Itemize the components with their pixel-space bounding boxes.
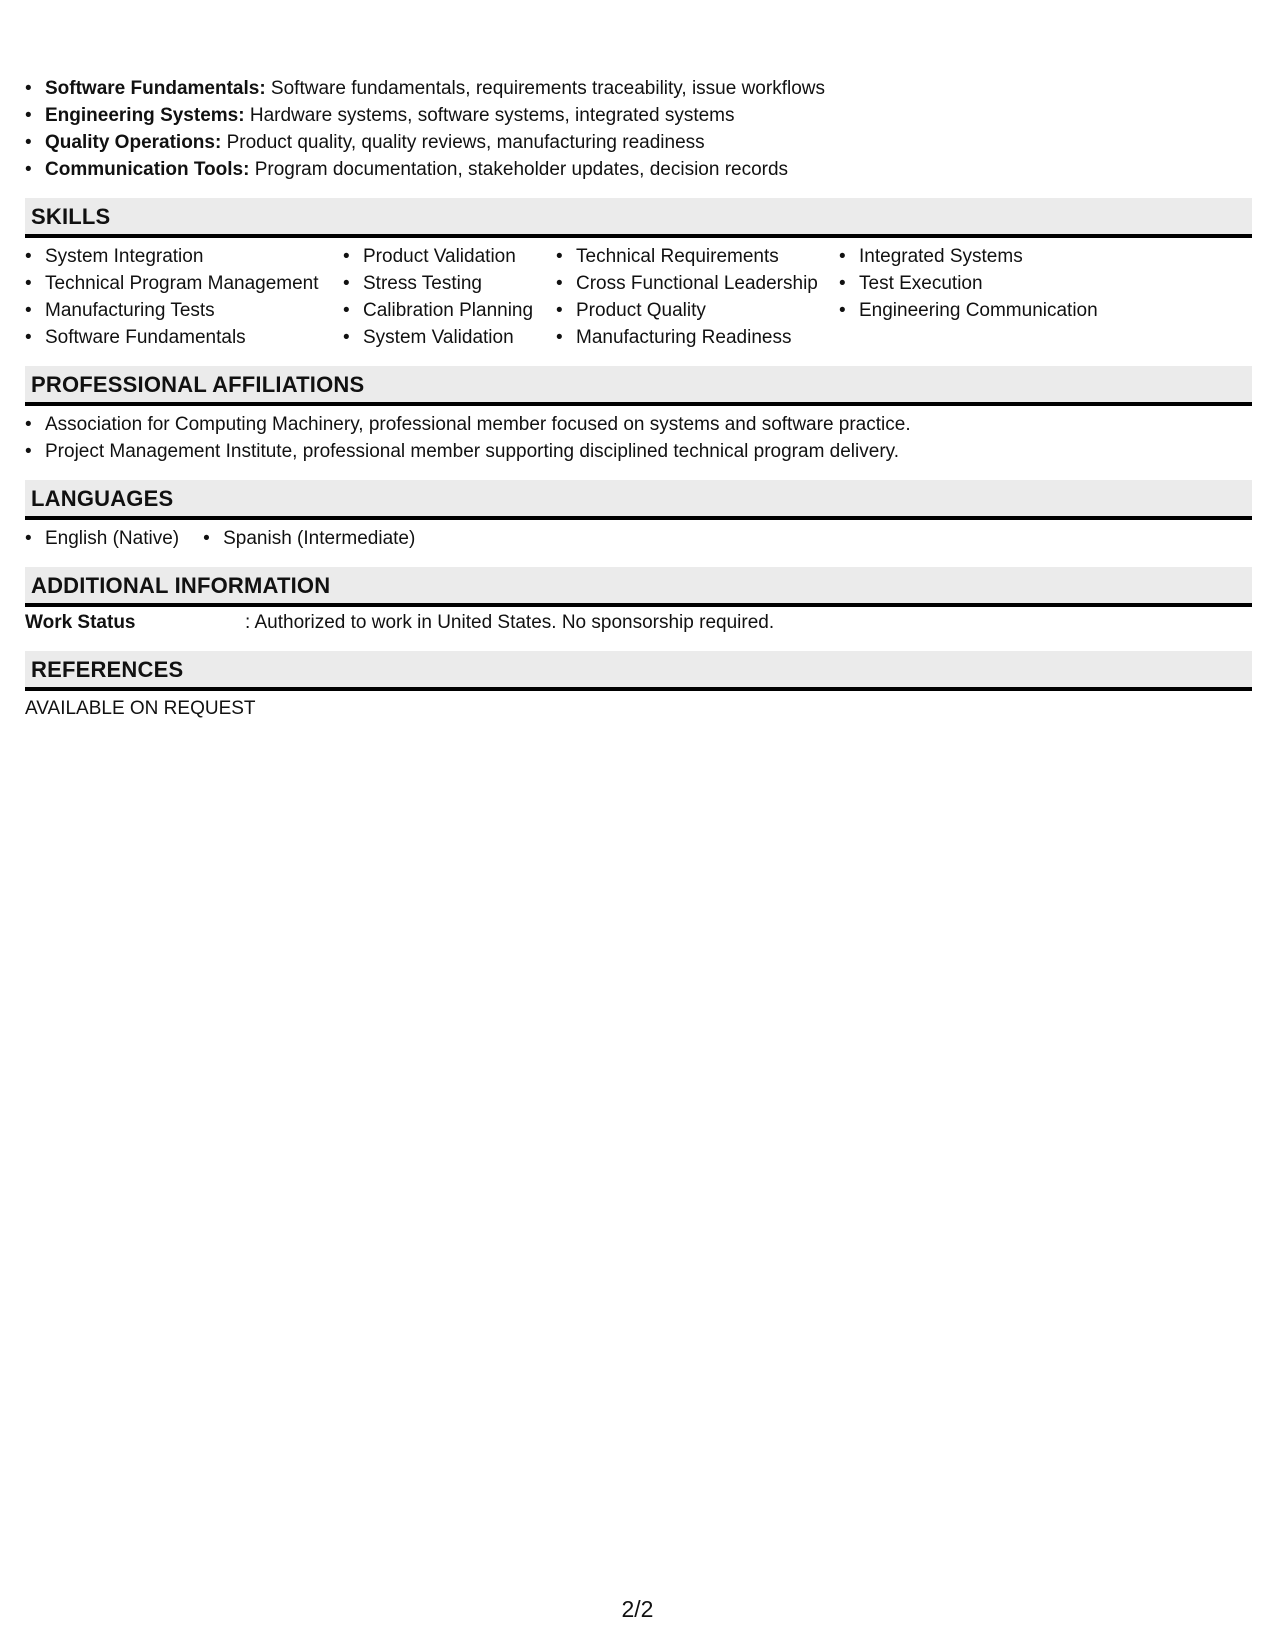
list-item: • Cross Functional Leadership xyxy=(556,270,839,297)
work-status-label: Work Status xyxy=(25,612,136,633)
references-section xyxy=(25,651,1252,722)
list-item: • Software Fundamentals xyxy=(25,324,343,351)
list-item: • Test Execution xyxy=(839,270,1139,297)
references-text: AVAILABLE ON REQUEST xyxy=(25,698,256,719)
list-item: • Project Management Institute, professional member supporting disciplined technical program delivery. xyxy=(25,438,1252,465)
affiliations-section xyxy=(25,366,1252,465)
list-item: • English (Native) xyxy=(25,525,179,552)
list-item: • Engineering Systems: Hardware systems, software systems, integrated systems xyxy=(25,102,1252,129)
list-item: • Product Quality xyxy=(556,297,839,324)
affiliations-list xyxy=(25,406,1252,465)
list-item: • Stress Testing xyxy=(343,270,556,297)
list-item: • Quality Operations: Product quality, quality reviews, manufacturing readiness xyxy=(25,129,1252,156)
list-item: • Integrated Systems xyxy=(839,243,1139,270)
section-heading: REFERENCES xyxy=(25,651,1252,691)
skills-column xyxy=(839,243,1139,351)
skills-column xyxy=(25,243,343,351)
list-item: • Manufacturing Readiness xyxy=(556,324,839,351)
skills-section xyxy=(25,198,1252,351)
additional-info-section xyxy=(25,567,1252,636)
section-heading: SKILLS xyxy=(25,198,1252,238)
list-item: • Engineering Communication xyxy=(839,297,1139,324)
list-item: • Technical Program Management xyxy=(25,270,343,297)
list-item: • Manufacturing Tests xyxy=(25,297,343,324)
list-item: • Association for Computing Machinery, professional member focused on systems and software practice. xyxy=(25,411,1252,438)
list-item: • Software Fundamentals: Software fundamentals, requirements traceability, issue workflows xyxy=(25,75,1252,102)
technical-skills-list xyxy=(25,75,1252,183)
languages-list xyxy=(25,520,1252,552)
list-item: • Calibration Planning xyxy=(343,297,556,324)
list-item: • System Integration xyxy=(25,243,343,270)
work-status-row xyxy=(25,607,1252,636)
languages-section xyxy=(25,480,1252,552)
section-heading: LANGUAGES xyxy=(25,480,1252,520)
skills-column xyxy=(343,243,556,351)
section-heading: ADDITIONAL INFORMATION xyxy=(25,567,1252,607)
skills-column xyxy=(556,243,839,351)
list-item: • Technical Requirements xyxy=(556,243,839,270)
resume-page xyxy=(25,75,1252,722)
list-item: • System Validation xyxy=(343,324,556,351)
section-heading: PROFESSIONAL AFFILIATIONS xyxy=(25,366,1252,406)
list-item: • Product Validation xyxy=(343,243,556,270)
skills-grid xyxy=(25,238,1252,351)
list-item: • Spanish (Intermediate) xyxy=(203,525,415,552)
list-item: • Communication Tools: Program documentation, stakeholder updates, decision records xyxy=(25,156,1252,183)
page-number: 2/2 xyxy=(621,1596,654,1622)
work-status-value: : Authorized to work in United States. No sponsorship required. xyxy=(245,612,775,633)
